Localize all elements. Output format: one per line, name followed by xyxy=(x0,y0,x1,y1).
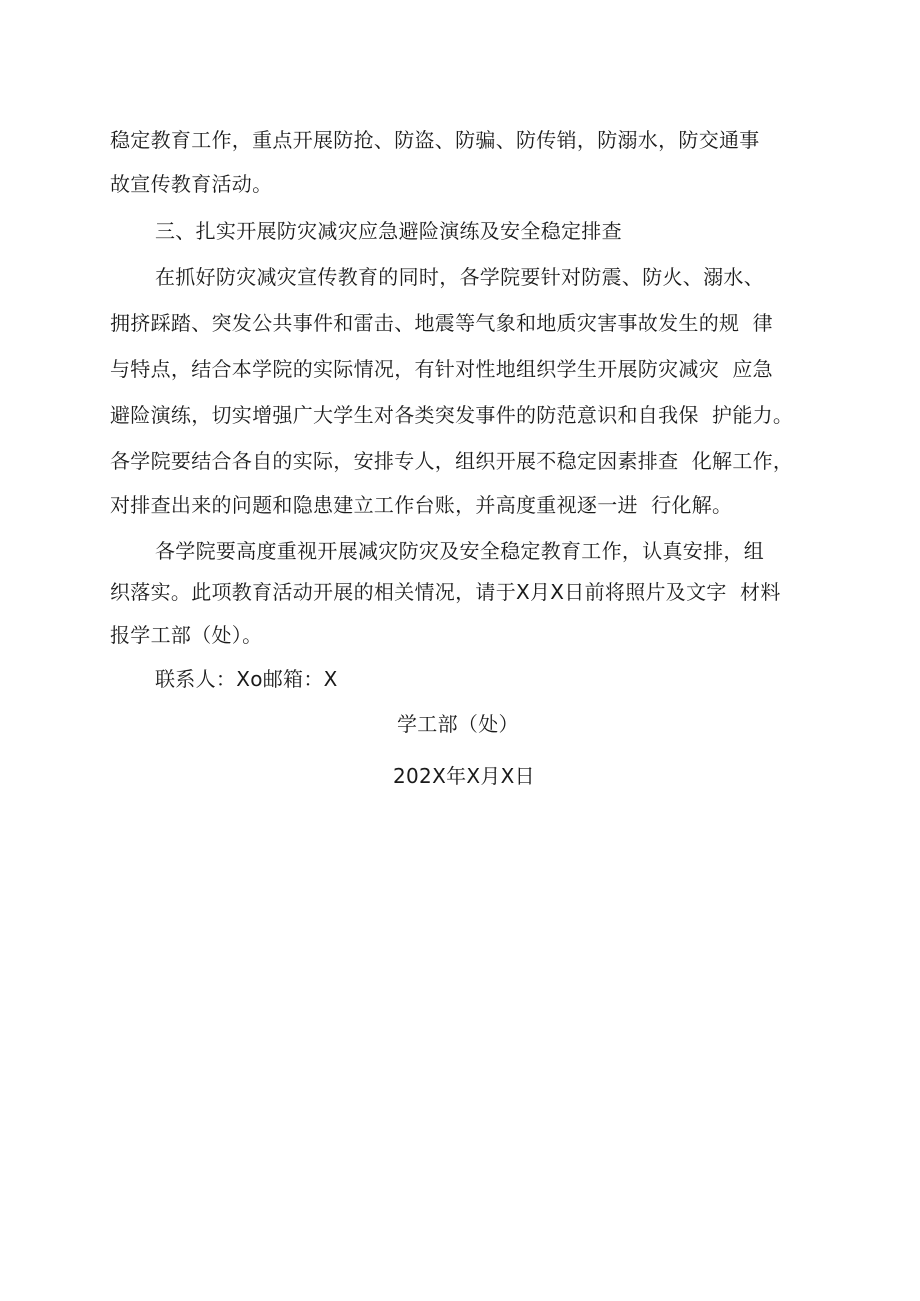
body-text-line: 与特点，结合本学院的实际情况，有针对性地组织学生开展防灾减灾 应急 xyxy=(110,357,773,381)
body-text-line: 拥挤踩踏、突发公共事件和雷击、地震等气象和地质灾害事故发生的规 律 xyxy=(110,311,773,335)
body-text-line: 各学院要结合各自的实际，安排专人，组织开展不稳定因素排查 化解工作， xyxy=(110,449,794,473)
body-text-line: 故宣传教育活动。 xyxy=(110,172,273,196)
body-text-line: 避险演练，切实增强广大学生对各类突发事件的防范意识和自我保 护能力。 xyxy=(110,403,794,427)
section-heading: 三、扎实开展防灾减灾应急避险演练及安全稳定排查 xyxy=(155,219,622,243)
body-text-line: 对排查出来的问题和隐患建立工作台账，并高度重视逐一进 行化解。 xyxy=(110,493,733,517)
body-text-line: 报学工部（处）。 xyxy=(110,623,263,647)
signature-date: 202X年X月X日 xyxy=(393,764,535,788)
body-text-line: 在抓好防灾减灾宣传教育的同时，各学院要针对防震、防火、溺水、 xyxy=(155,265,764,289)
body-text-line: 稳定教育工作，重点开展防抢、防盗、防骗、防传销，防溺水，防交通事 xyxy=(110,128,760,152)
body-text-line: 各学院要高度重视开展减灾防灾及安全稳定教育工作，认真安排，组 xyxy=(155,539,764,563)
body-text-line: 织落实。此项教育活动开展的相关情况，请于X月X日前将照片及文字 材料 xyxy=(110,580,781,604)
contact-line: 联系人：Xo邮箱：X xyxy=(155,667,338,691)
signature-org: 学工部（处） xyxy=(397,712,519,736)
